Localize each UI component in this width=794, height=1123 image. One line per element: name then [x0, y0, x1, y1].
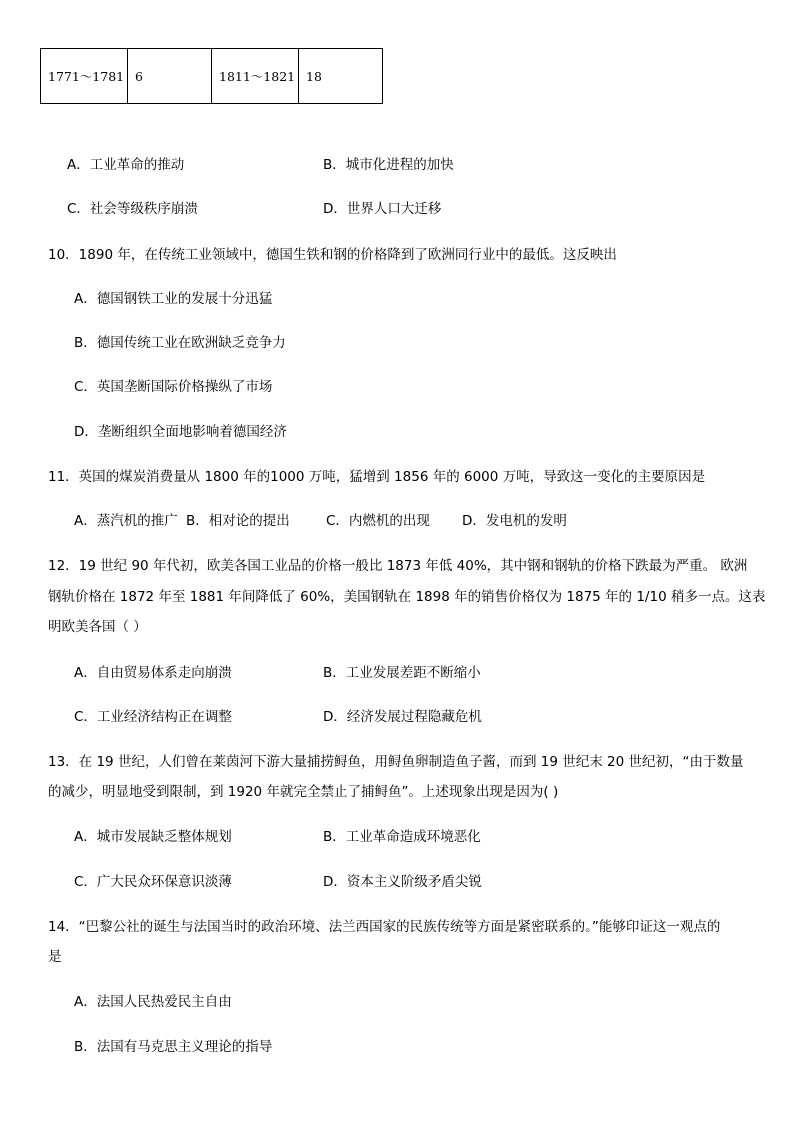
table-cell: 6 [128, 49, 212, 104]
q10-option-c[interactable]: C．英国垄断国际价格操纵了市场 [74, 379, 273, 395]
q14-stem-line: 14．“巴黎公社的诞生与法国当时的政治环境、法兰西国家的民族传统等方面是紧密联系的。”能够印证这一观点的 [48, 919, 721, 935]
q14-stem-line: 是 [48, 949, 62, 965]
q13-stem-line: 13．在 19 世纪，人们曾在莱茵河下游大量捕捞鲟鱼，用鲟鱼卵制造鱼子酱，而到 19 世纪末 20 世纪初，“由于数量 [48, 754, 744, 770]
q14-option-a[interactable]: A．法国人民热爱民主自由 [74, 994, 232, 1010]
population-table [40, 48, 383, 104]
q9-option-c[interactable]: C．社会等级秩序崩溃 [67, 201, 198, 217]
q9-option-a[interactable]: A．工业革命的推动 [67, 157, 185, 173]
q10-option-b[interactable]: B．德国传统工业在欧洲缺乏竞争力 [74, 335, 286, 351]
table-cell: 1771～1781 [41, 49, 128, 104]
q12-stem-line: 钢轨价格在 1872 年至 1881 年间降低了 60%，美国钢轨在 1898 年的销售价格仅为 1875 年的 1/10 稍多一点。这表 [48, 589, 766, 605]
q13-option-c[interactable]: C．广大民众环保意识淡薄 [74, 874, 232, 890]
q9-option-b[interactable]: B．城市化进程的加快 [323, 157, 454, 173]
table-cell: 1811～1821 [212, 49, 299, 104]
q11-option-a[interactable]: A．蒸汽机的推广 [74, 513, 178, 529]
q12-option-c[interactable]: C．工业经济结构正在调整 [74, 709, 232, 725]
q10-stem: 10．1890 年，在传统工业领域中，德国生铁和钢的价格降到了欧洲同行业中的最低。这反映出 [48, 247, 617, 263]
q11-option-d[interactable]: D．发电机的发明 [462, 513, 567, 529]
q13-option-d[interactable]: D．资本主义阶级矛盾尖锐 [323, 874, 482, 890]
q11-option-c[interactable]: C．内燃机的出现 [326, 513, 430, 529]
q10-option-d[interactable]: D．垄断组织全面地影响着德国经济 [74, 424, 287, 440]
q13-stem-line: 的减少，明显地受到限制，到 1920 年就完全禁止了捕鲟鱼”。上述现象出现是因为( ) [48, 784, 559, 800]
q12-stem-line: 明欧美各国（ ） [48, 619, 147, 635]
q13-option-a[interactable]: A．城市发展缺乏整体规划 [74, 829, 232, 845]
q14-option-b[interactable]: B．法国有马克思主义理论的指导 [74, 1039, 273, 1055]
q12-option-b[interactable]: B．工业发展差距不断缩小 [323, 665, 481, 681]
q11-option-b[interactable]: B．相对论的提出 [186, 513, 290, 529]
table-cell: 18 [299, 49, 383, 104]
q13-option-b[interactable]: B．工业革命造成环境恶化 [323, 829, 481, 845]
q12-stem-line: 12．19 世纪 90 年代初，欧美各国工业品的价格一般比 1873 年低 40%，其中钢和钢轨的价格下跌最为严重。 欧洲 [48, 558, 748, 574]
q12-option-d[interactable]: D．经济发展过程隐藏危机 [323, 709, 482, 725]
q12-option-a[interactable]: A．自由贸易体系走向崩溃 [74, 665, 232, 681]
q10-option-a[interactable]: A．德国钢铁工业的发展十分迅猛 [74, 291, 273, 307]
q9-option-d[interactable]: D．世界人口大迁移 [323, 201, 442, 217]
q11-stem: 11．英国的煤炭消费量从 1800 年的1000 万吨，猛增到 1856 年的 6000 万吨，导致这一变化的主要原因是 [48, 469, 706, 485]
table-row [41, 49, 383, 104]
